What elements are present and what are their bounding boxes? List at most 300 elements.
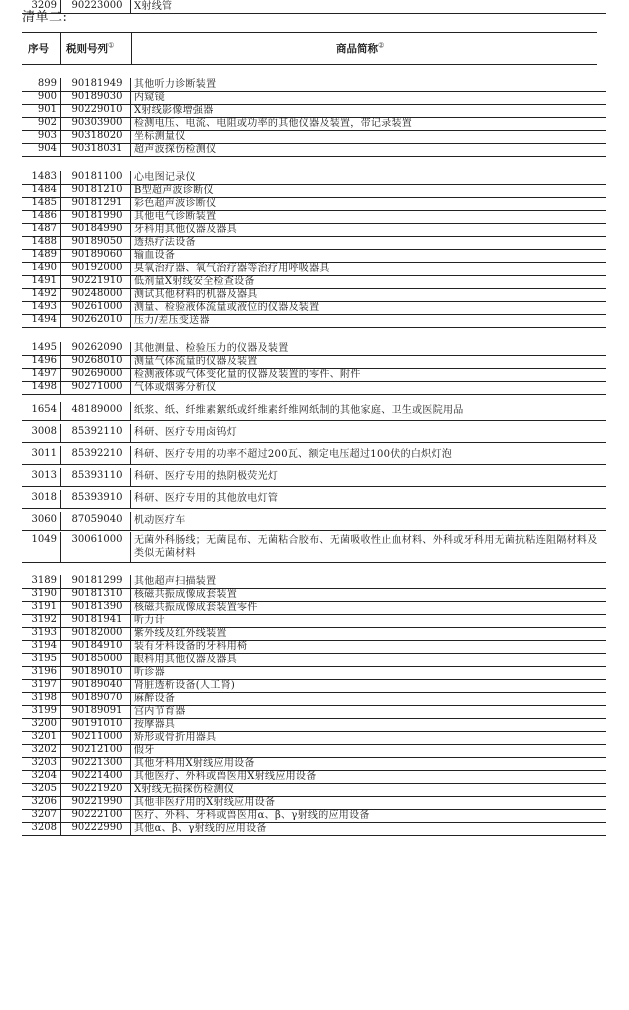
row-serial-number: 3207 <box>31 809 57 820</box>
row-serial-number: 3060 <box>31 514 57 525</box>
column-divider <box>60 104 61 117</box>
column-divider <box>60 117 61 130</box>
column-divider <box>60 783 61 796</box>
table-row <box>22 796 606 809</box>
table-row <box>22 532 606 562</box>
column-divider <box>130 718 131 731</box>
row-serial-number: 1486 <box>31 210 57 221</box>
column-divider <box>130 223 131 236</box>
column-divider <box>60 575 61 588</box>
row-product-name: 内窥镜 <box>134 92 165 103</box>
row-product-name: 医疗、外科、牙科或兽医用α、β、γ射线的应用设备 <box>134 810 370 821</box>
column-divider <box>60 275 61 288</box>
row-product-name: 其他非医疗用的X射线应用设备 <box>134 797 276 808</box>
row-underline <box>22 562 606 563</box>
row-product-name: 科研、医疗专用卤钨灯 <box>134 427 237 438</box>
column-divider <box>60 223 61 236</box>
column-divider <box>60 78 61 91</box>
table-row <box>22 143 606 156</box>
row-serial-number: 3192 <box>31 614 57 625</box>
header-divider <box>131 33 132 64</box>
header-divider <box>60 33 61 64</box>
row-product-name: 机动医疗车 <box>134 515 186 526</box>
row-serial-number: 3209 <box>31 0 57 11</box>
row-serial-number: 3191 <box>31 601 57 612</box>
row-product-name: 其他医疗、外科或兽医用X射线应用设备 <box>134 771 317 782</box>
column-divider <box>60 301 61 314</box>
row-serial-number: 1654 <box>31 404 57 415</box>
row-tariff-code: 90211000 <box>71 731 123 742</box>
table-row <box>22 666 606 679</box>
row-serial-number: 1491 <box>31 275 57 286</box>
row-product-name: X射线影像增强器 <box>134 105 214 116</box>
table-row <box>22 731 606 744</box>
row-serial-number: 3197 <box>31 679 57 690</box>
row-serial-number: 899 <box>37 78 57 89</box>
row-tariff-code: 85393910 <box>71 492 123 503</box>
table-row <box>22 575 606 588</box>
column-divider <box>60 614 61 627</box>
column-divider <box>130 236 131 249</box>
row-serial-number: 1484 <box>31 184 57 195</box>
row-underline <box>22 394 606 395</box>
column-divider <box>60 640 61 653</box>
row-product-name: 其他α、β、γ射线的应用设备 <box>134 823 267 834</box>
column-divider <box>130 130 131 143</box>
row-tariff-code: 90184990 <box>71 223 123 234</box>
row-tariff-code: 90229010 <box>71 104 123 115</box>
row-serial-number: 3200 <box>31 718 57 729</box>
row-tariff-code: 90192000 <box>71 262 123 273</box>
column-divider <box>130 809 131 822</box>
column-divider <box>60 236 61 249</box>
column-divider <box>60 731 61 744</box>
row-product-name: 超声波探伤检测仪 <box>134 144 217 155</box>
row-tariff-code: 90261000 <box>71 301 123 312</box>
row-serial-number: 1497 <box>31 368 57 379</box>
row-serial-number: 1487 <box>31 223 57 234</box>
row-product-name: 科研、医疗专用的功率不超过200瓦、额定电压超过100伏的白炽灯泡 <box>134 449 453 460</box>
column-divider <box>60 653 61 666</box>
row-tariff-code: 90189091 <box>71 705 123 716</box>
list-title: 清单二: <box>22 10 68 25</box>
table-row <box>22 171 606 184</box>
row-product-name: 输血设备 <box>134 250 176 261</box>
row-product-name: 检测电压、电流、电阻或功率的其他仪器及装置，带记录装置 <box>134 118 413 129</box>
column-divider <box>130 679 131 692</box>
header-bottom-rule <box>22 64 597 65</box>
table-row <box>22 262 606 275</box>
table-row <box>22 446 606 464</box>
row-serial-number: 903 <box>37 130 57 141</box>
column-divider <box>130 171 131 184</box>
column-divider <box>60 197 61 210</box>
row-tariff-code: 90222100 <box>71 809 123 820</box>
table-row <box>22 91 606 104</box>
row-product-name: 心电图记录仪 <box>134 172 196 183</box>
table-row <box>22 679 606 692</box>
table-row <box>22 653 606 666</box>
row-tariff-code: 90269000 <box>71 368 123 379</box>
column-divider <box>60 288 61 301</box>
column-divider <box>60 770 61 783</box>
column-divider <box>130 783 131 796</box>
table-row <box>22 468 606 486</box>
row-tariff-code: 90181291 <box>71 197 123 208</box>
row-tariff-code: 90303900 <box>71 117 123 128</box>
row-serial-number: 3011 <box>31 448 57 459</box>
table-row <box>22 314 606 327</box>
column-divider <box>60 0 61 13</box>
table-row <box>22 490 606 508</box>
table-row <box>22 601 606 614</box>
row-product-name: 透热疗法设备 <box>134 237 196 248</box>
column-divider <box>60 143 61 156</box>
row-product-name: 眼科用其他仪器及器具 <box>134 654 237 665</box>
row-serial-number: 1495 <box>31 342 57 353</box>
column-divider <box>60 171 61 184</box>
table-row <box>22 783 606 796</box>
table-row <box>22 705 606 718</box>
row-serial-number: 1494 <box>31 314 57 325</box>
table-row <box>22 275 606 288</box>
column-divider <box>130 249 131 262</box>
column-divider <box>130 314 131 327</box>
table-row <box>22 368 606 381</box>
column-divider <box>60 532 61 562</box>
column-divider <box>130 184 131 197</box>
column-divider <box>60 512 61 530</box>
row-product-name: 科研、医疗专用的热阴极荧光灯 <box>134 471 279 482</box>
column-divider <box>130 653 131 666</box>
column-divider <box>60 601 61 614</box>
row-tariff-code: 90221920 <box>71 783 123 794</box>
row-product-name: 纸浆、纸、纤维素絮纸或纤维素纤维网纸制的其他家庭、卫生或医院用品 <box>134 405 464 416</box>
row-serial-number: 1490 <box>31 262 57 273</box>
column-divider <box>130 104 131 117</box>
row-product-name: 肾脏透析设备(人工肾) <box>134 680 236 691</box>
row-serial-number: 3201 <box>31 731 57 742</box>
row-product-name: 坐标测量仪 <box>134 131 186 142</box>
column-divider <box>130 78 131 91</box>
table-row <box>22 692 606 705</box>
column-divider <box>130 601 131 614</box>
column-divider <box>60 424 61 442</box>
table-row <box>22 640 606 653</box>
row-tariff-code: 90223000 <box>71 0 123 11</box>
row-tariff-code: 85392110 <box>71 426 123 437</box>
row-product-name: 测量、检验液体流量或液位的仪器及装置 <box>134 302 320 313</box>
column-divider <box>60 490 61 508</box>
row-product-name: 测量气体流量的仪器及装置 <box>134 356 258 367</box>
column-divider <box>130 575 131 588</box>
column-divider <box>130 0 131 13</box>
row-tariff-code: 90212100 <box>71 744 123 755</box>
column-divider <box>130 275 131 288</box>
table-row <box>22 117 606 130</box>
table-row <box>22 809 606 822</box>
row-product-name: 听力计 <box>134 615 165 626</box>
column-divider <box>130 468 131 486</box>
row-product-name: 宫内节育器 <box>134 706 186 717</box>
row-serial-number: 901 <box>37 104 57 115</box>
column-divider <box>60 249 61 262</box>
row-serial-number: 3198 <box>31 692 57 703</box>
row-tariff-code: 90268010 <box>71 355 123 366</box>
row-serial-number: 3195 <box>31 653 57 664</box>
column-divider <box>130 705 131 718</box>
row-underline <box>22 156 606 157</box>
column-divider <box>60 718 61 731</box>
column-divider <box>130 770 131 783</box>
row-serial-number: 904 <box>37 143 57 154</box>
column-divider <box>130 210 131 223</box>
row-tariff-code: 90189060 <box>71 249 123 260</box>
column-divider <box>130 381 131 394</box>
row-tariff-code: 90189030 <box>71 91 123 102</box>
row-serial-number: 3208 <box>31 822 57 833</box>
row-serial-number: 3194 <box>31 640 57 651</box>
table-row <box>22 0 606 13</box>
row-serial-number: 3196 <box>31 666 57 677</box>
row-serial-number: 3008 <box>31 426 57 437</box>
row-serial-number: 3193 <box>31 627 57 638</box>
table-row <box>22 342 606 355</box>
table-row <box>22 770 606 783</box>
column-divider <box>60 184 61 197</box>
row-underline <box>22 420 606 421</box>
header-product-name: 商品简称② <box>336 41 385 55</box>
row-product-name: 检测液体或气体变化量的仪器及装置的零件、附件 <box>134 369 361 380</box>
row-underline <box>22 464 606 465</box>
row-product-name: 其他测量、检验压力的仪器及装置 <box>134 343 289 354</box>
column-divider <box>60 705 61 718</box>
row-serial-number: 1485 <box>31 197 57 208</box>
column-divider <box>60 355 61 368</box>
column-divider <box>130 627 131 640</box>
column-divider <box>130 262 131 275</box>
table-row <box>22 822 606 835</box>
column-divider <box>130 731 131 744</box>
row-underline <box>22 835 606 836</box>
row-serial-number: 1483 <box>31 171 57 182</box>
row-tariff-code: 90262090 <box>71 342 123 353</box>
row-serial-number: 1488 <box>31 236 57 247</box>
row-tariff-code: 90189010 <box>71 666 123 677</box>
row-product-name: 核磁共振成像成套装置零件 <box>134 602 258 613</box>
row-product-name: 麻醉设备 <box>134 693 176 704</box>
row-serial-number: 902 <box>37 117 57 128</box>
column-divider <box>60 822 61 835</box>
column-divider <box>130 143 131 156</box>
column-divider <box>60 262 61 275</box>
header-top-rule <box>22 32 597 33</box>
row-tariff-code: 90182000 <box>71 627 123 638</box>
row-tariff-code: 90189040 <box>71 679 123 690</box>
table-row <box>22 197 606 210</box>
row-product-name: 听诊器 <box>134 667 165 678</box>
column-divider <box>130 197 131 210</box>
column-divider <box>60 692 61 705</box>
header-tariff-code: 税则号列① <box>66 41 115 55</box>
column-divider <box>130 402 131 420</box>
row-serial-number: 3199 <box>31 705 57 716</box>
column-divider <box>130 532 131 562</box>
row-tariff-code: 90181299 <box>71 575 123 586</box>
column-divider <box>130 822 131 835</box>
table-row <box>22 104 606 117</box>
table-row <box>22 249 606 262</box>
column-divider <box>130 301 131 314</box>
column-divider <box>130 512 131 530</box>
row-product-name: 其他电气诊断装置 <box>134 211 217 222</box>
table-row <box>22 424 606 442</box>
row-tariff-code: 90181390 <box>71 601 123 612</box>
row-tariff-code: 90181949 <box>71 78 123 89</box>
row-serial-number: 3205 <box>31 783 57 794</box>
row-tariff-code: 90248000 <box>71 288 123 299</box>
row-product-name: 气体或烟雾分析仪 <box>134 382 217 393</box>
column-divider <box>130 424 131 442</box>
table-row <box>22 210 606 223</box>
row-product-name: 矫形或骨折用器具 <box>134 732 217 743</box>
column-divider <box>60 210 61 223</box>
column-divider <box>130 666 131 679</box>
column-divider <box>130 355 131 368</box>
row-tariff-code: 85393110 <box>71 470 123 481</box>
column-divider <box>60 679 61 692</box>
row-serial-number: 1498 <box>31 381 57 392</box>
table-row <box>22 381 606 394</box>
row-serial-number: 3206 <box>31 796 57 807</box>
row-serial-number: 3013 <box>31 470 57 481</box>
row-product-name: 假牙 <box>134 745 155 756</box>
row-product-name: 其他听力诊断装置 <box>134 79 217 90</box>
column-divider <box>60 796 61 809</box>
row-product-name: B型超声波诊断仪 <box>134 185 214 196</box>
row-product-name: 其他超声扫描装置 <box>134 576 217 587</box>
table-row <box>22 512 606 530</box>
column-divider <box>60 368 61 381</box>
column-divider <box>60 757 61 770</box>
column-divider <box>130 757 131 770</box>
row-tariff-code: 90181941 <box>71 614 123 625</box>
row-serial-number: 3190 <box>31 588 57 599</box>
row-tariff-code: 90189070 <box>71 692 123 703</box>
row-product-name: 彩色超声波诊断仪 <box>134 198 217 209</box>
row-tariff-code: 90221400 <box>71 770 123 781</box>
column-divider <box>130 91 131 104</box>
table-row <box>22 588 606 601</box>
row-serial-number: 1049 <box>31 534 57 545</box>
row-underline <box>22 327 606 328</box>
row-tariff-code: 90222990 <box>71 822 123 833</box>
column-divider <box>130 117 131 130</box>
row-tariff-code: 90221300 <box>71 757 123 768</box>
row-underline <box>22 442 606 443</box>
row-tariff-code: 90181100 <box>71 171 123 182</box>
column-divider <box>130 288 131 301</box>
table-row <box>22 355 606 368</box>
row-product-name: 低剂量X射线安全检查设备 <box>134 276 255 287</box>
table-row <box>22 288 606 301</box>
table-row <box>22 301 606 314</box>
column-divider <box>60 91 61 104</box>
column-divider <box>130 368 131 381</box>
column-divider <box>60 809 61 822</box>
row-product-name: 无菌外科肠线；无菌昆布、无菌粘合胶布、无菌吸收性止血材料、外科或牙科用无菌抗粘连阻隔材料及类似无菌材料 <box>134 535 598 559</box>
table-row <box>22 130 606 143</box>
column-divider <box>60 314 61 327</box>
row-serial-number: 3202 <box>31 744 57 755</box>
row-serial-number: 3018 <box>31 492 57 503</box>
column-divider <box>130 490 131 508</box>
table-row <box>22 402 606 420</box>
row-product-name: 装有牙科设备的牙科用椅 <box>134 641 248 652</box>
row-product-name: X射线管 <box>134 1 173 12</box>
column-divider <box>130 796 131 809</box>
table-row <box>22 627 606 640</box>
table-row <box>22 614 606 627</box>
row-serial-number: 3204 <box>31 770 57 781</box>
row-tariff-code: 90189050 <box>71 236 123 247</box>
row-tariff-code: 90184910 <box>71 640 123 651</box>
row-tariff-code: 90181210 <box>71 184 123 195</box>
row-underline <box>22 486 606 487</box>
row-product-name: 科研、医疗专用的其他放电灯管 <box>134 493 279 504</box>
column-divider <box>130 342 131 355</box>
row-tariff-code: 90181310 <box>71 588 123 599</box>
row-tariff-code: 90318020 <box>71 130 123 141</box>
column-divider <box>130 588 131 601</box>
column-divider <box>60 744 61 757</box>
row-underline <box>22 530 606 531</box>
row-tariff-code: 90191010 <box>71 718 123 729</box>
table-row <box>22 744 606 757</box>
table-row <box>22 718 606 731</box>
column-divider <box>60 666 61 679</box>
row-product-name: 测试其他材料的机器及器具 <box>134 289 258 300</box>
table-row <box>22 236 606 249</box>
column-divider <box>60 381 61 394</box>
column-divider <box>60 342 61 355</box>
column-divider <box>60 130 61 143</box>
column-divider <box>130 640 131 653</box>
table-row <box>22 223 606 236</box>
row-serial-number: 3203 <box>31 757 57 768</box>
row-product-name: 其他牙科用X射线应用设备 <box>134 758 255 769</box>
row-tariff-code: 87059040 <box>71 514 123 525</box>
row-serial-number: 900 <box>37 91 57 102</box>
row-tariff-code: 90221910 <box>71 275 123 286</box>
column-divider <box>130 744 131 757</box>
row-serial-number: 1496 <box>31 355 57 366</box>
row-product-name: 核磁共振成像成套装置 <box>134 589 237 600</box>
row-product-name: 紫外线及红外线装置 <box>134 628 227 639</box>
column-divider <box>60 588 61 601</box>
header-serial-number: 序号 <box>28 43 49 55</box>
row-underline <box>22 508 606 509</box>
row-product-name: X射线无损探伤检测仪 <box>134 784 235 795</box>
table-row <box>22 184 606 197</box>
row-tariff-code: 90318031 <box>71 143 123 154</box>
table-row <box>22 78 606 91</box>
column-divider <box>130 446 131 464</box>
column-divider <box>60 627 61 640</box>
column-divider <box>130 692 131 705</box>
row-tariff-code: 90221990 <box>71 796 123 807</box>
row-tariff-code: 90185000 <box>71 653 123 664</box>
